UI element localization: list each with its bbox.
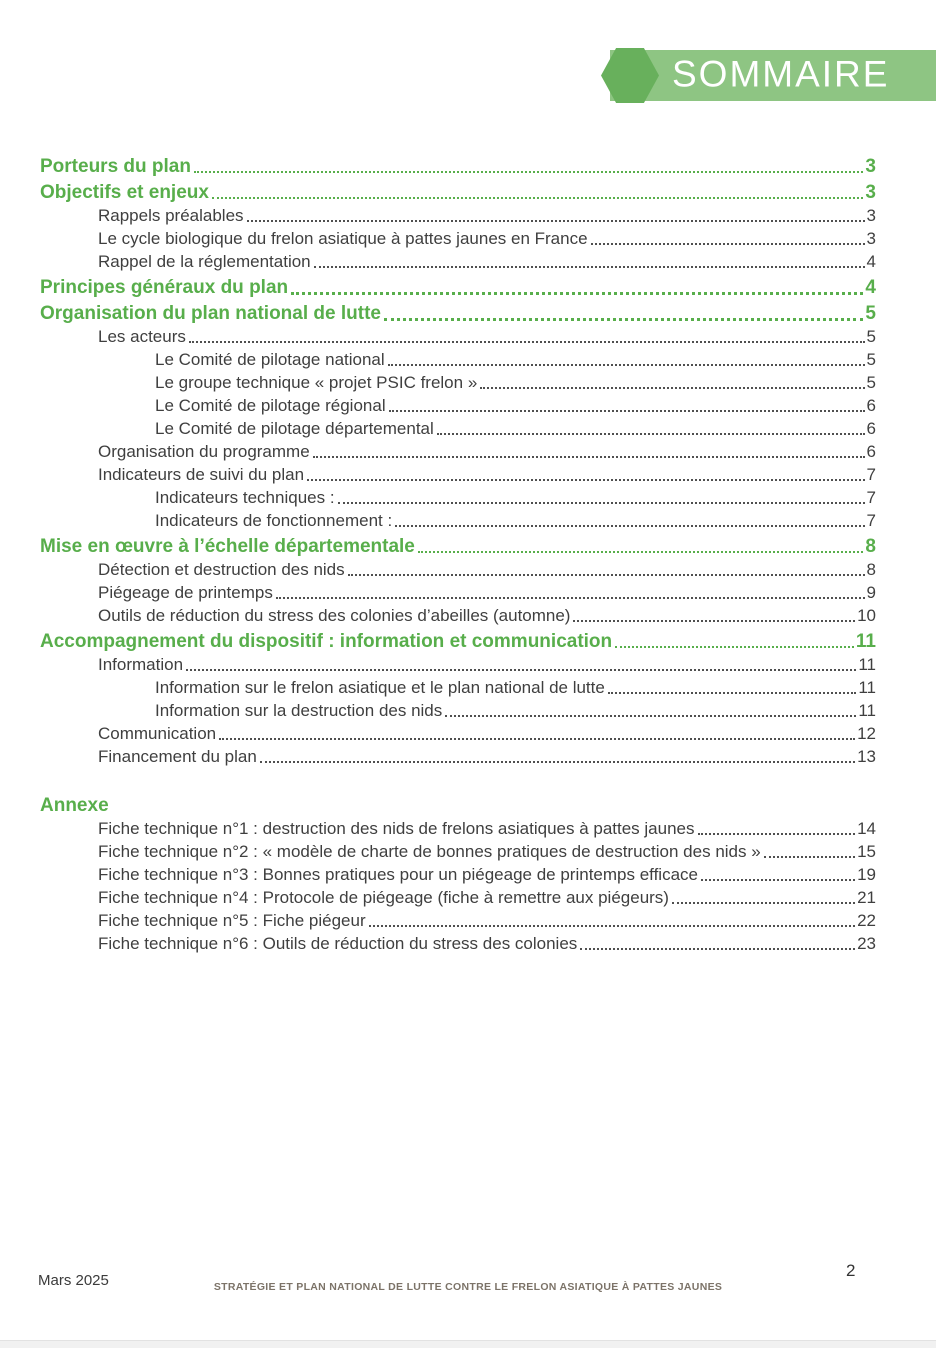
toc-entry-page: 5 [866, 350, 876, 369]
toc-entry[interactable] [40, 250, 876, 273]
toc-entry-page: 14 [857, 819, 876, 838]
bottom-strip [0, 1340, 936, 1348]
toc-entry-label: Détection et destruction des nids [98, 560, 345, 579]
annexe-list [40, 817, 876, 955]
toc-entry-label: Communication [98, 724, 217, 743]
dot-leader [369, 925, 855, 927]
toc-entry-label: Fiche technique n°1 : destruction des nids de frelons asiatiques à pattes jaunes [98, 819, 695, 838]
dot-leader [186, 669, 856, 671]
toc-entry-page: 11 [858, 678, 876, 697]
toc-entry-label: Information sur la destruction des nids [155, 701, 443, 720]
toc-entry[interactable] [40, 604, 876, 627]
toc-entry-label: Information sur le frelon asiatique et le plan national de lutte [155, 678, 605, 697]
toc-entry-page: 4 [866, 252, 876, 271]
toc-entry-label: Le groupe technique « projet PSIC frelon » [155, 373, 478, 392]
dot-leader [418, 551, 864, 553]
dot-leader [384, 318, 863, 321]
toc-entry[interactable] [40, 558, 876, 581]
toc-entry-page: 11 [858, 701, 876, 720]
dot-leader [313, 456, 865, 458]
toc-entry[interactable] [40, 676, 876, 699]
toc-entry[interactable] [40, 394, 876, 417]
dot-leader [437, 433, 865, 435]
toc-entry-page: 9 [866, 583, 876, 602]
toc-entry[interactable] [40, 227, 876, 250]
dot-leader [698, 833, 856, 835]
dot-leader [591, 243, 865, 245]
toc-entry-page: 19 [857, 865, 876, 884]
toc-entry[interactable] [40, 509, 876, 532]
toc-entry-label: Mise en œuvre à l’échelle départementale [40, 536, 415, 557]
toc-entry[interactable] [40, 653, 876, 676]
toc-entry-label: Fiche technique n°4 : Protocole de piégeage (fiche à remettre aux piégeurs) [98, 888, 669, 907]
toc-entry[interactable] [40, 630, 876, 653]
toc-entry[interactable] [40, 348, 876, 371]
toc-entry-page: 10 [857, 606, 876, 625]
dot-leader [388, 364, 865, 366]
dot-leader [212, 197, 863, 199]
toc-entry-page: 8 [866, 560, 876, 579]
dot-leader [260, 761, 855, 763]
dot-leader [445, 715, 856, 717]
toc-entry-page: 7 [866, 465, 876, 484]
dot-leader [701, 879, 855, 881]
toc-entry-label: Les acteurs [98, 327, 186, 346]
dot-leader [480, 387, 864, 389]
toc-entry[interactable] [40, 181, 876, 204]
annexe-title: Annexe [40, 795, 109, 816]
footer-date: Mars 2025 [38, 1272, 109, 1289]
toc-entry-page: 11 [855, 631, 876, 652]
toc-entry-page: 11 [858, 655, 876, 674]
toc-entry-page: 6 [866, 396, 876, 415]
toc-entry[interactable] [40, 932, 876, 955]
dot-leader [219, 738, 855, 740]
toc-entry[interactable] [40, 863, 876, 886]
toc-entry-page: 6 [866, 419, 876, 438]
toc-entry-label: Fiche technique n°5 : Fiche piégeur [98, 911, 366, 930]
toc-entry-label: Indicateurs de fonctionnement : [155, 511, 393, 530]
sommaire-banner [610, 50, 936, 101]
dot-leader [608, 692, 857, 694]
toc-entry-label: Organisation du plan national de lutte [40, 303, 381, 324]
toc-entry[interactable] [40, 417, 876, 440]
toc-entry-label: Rappel de la réglementation [98, 252, 311, 271]
dot-leader [314, 266, 865, 268]
dot-leader [189, 341, 865, 343]
toc-entry[interactable] [40, 325, 876, 348]
toc-entry[interactable] [40, 371, 876, 394]
toc-entry-page: 5 [865, 303, 876, 324]
toc-entry[interactable] [40, 840, 876, 863]
toc-entry-page: 3 [866, 229, 876, 248]
toc-entry-page: 6 [866, 442, 876, 461]
hexagon-icon [601, 48, 659, 103]
toc-entry-page: 15 [857, 842, 876, 861]
toc-entry-label: Fiche technique n°3 : Bonnes pratiques pour un piégeage de printemps efficace [98, 865, 698, 884]
toc-entry[interactable] [40, 155, 876, 178]
toc-entry-label: Indicateurs de suivi du plan [98, 465, 305, 484]
toc-entry[interactable] [40, 535, 876, 558]
dot-leader [389, 410, 865, 412]
toc-entry[interactable] [40, 699, 876, 722]
toc-entry-label: Organisation du programme [98, 442, 310, 461]
toc-entry[interactable] [40, 204, 876, 227]
dot-leader [276, 597, 865, 599]
toc-entry-label: Outils de réduction du stress des colonies d’abeilles (automne) [98, 606, 571, 625]
dot-leader [395, 525, 864, 527]
toc-entry[interactable] [40, 722, 876, 745]
banner-title: SOMMAIRE [672, 52, 890, 94]
dot-leader [764, 856, 855, 858]
toc-entry-label: Indicateurs techniques : [155, 488, 335, 507]
toc-entry-page: 3 [865, 182, 876, 203]
toc-entry-label: Principes généraux du plan [40, 277, 289, 298]
toc-entry[interactable] [40, 276, 876, 299]
toc-entry[interactable] [40, 302, 876, 325]
toc-entry-label: Le Comité de pilotage régional [155, 396, 386, 415]
toc-entry-page: 4 [865, 277, 876, 298]
toc-entry-page: 5 [866, 373, 876, 392]
toc-entry[interactable] [40, 909, 876, 932]
toc-entry-label: Fiche technique n°6 : Outils de réduction du stress des colonies [98, 934, 578, 953]
toc-entry-label: Accompagnement du dispositif : information et communication [40, 631, 613, 652]
toc-entry-label: Rappels préalables [98, 206, 244, 225]
dot-leader [194, 171, 863, 173]
toc-entry-page: 22 [857, 911, 876, 930]
toc-entry-page: 8 [865, 536, 876, 557]
toc-entry[interactable] [40, 745, 876, 768]
toc-entry-label: Fiche technique n°2 : « modèle de charte de bonnes pratiques de destruction des nids » [98, 842, 761, 861]
toc-entry[interactable] [40, 817, 876, 840]
toc-entry-label: Financement du plan [98, 747, 257, 766]
toc-entry-label: Objectifs et enjeux [40, 182, 209, 203]
toc-entry-label: Information [98, 655, 184, 674]
dot-leader [348, 574, 865, 576]
toc-entry[interactable] [40, 463, 876, 486]
toc-entry-label: Le Comité de pilotage national [155, 350, 385, 369]
toc-entry-label: Piégeage de printemps [98, 583, 273, 602]
toc-entry-label: Le cycle biologique du frelon asiatique à pattes jaunes en France [98, 229, 588, 248]
toc-entry-page: 12 [857, 724, 876, 743]
dot-leader [672, 902, 855, 904]
toc-list [40, 152, 876, 955]
toc-entry-page: 7 [866, 488, 876, 507]
toc-entry[interactable] [40, 886, 876, 909]
toc-entry-page: 7 [866, 511, 876, 530]
dot-leader [615, 646, 854, 648]
toc-entry-label: Le Comité de pilotage départemental [155, 419, 434, 438]
toc-entry[interactable] [40, 440, 876, 463]
toc-entry-page: 3 [866, 206, 876, 225]
toc-entry-page: 23 [857, 934, 876, 953]
toc-entry[interactable] [40, 581, 876, 604]
toc-entry-page: 13 [857, 747, 876, 766]
toc-entry-page: 3 [865, 156, 876, 177]
dot-leader [307, 479, 865, 481]
dot-leader [573, 620, 855, 622]
dot-leader [291, 292, 863, 295]
toc-entry[interactable] [40, 486, 876, 509]
toc-entry-page: 21 [857, 888, 876, 907]
footer-doc-title: STRATÉGIE ET PLAN NATIONAL DE LUTTE CONTRE LE FRELON ASIATIQUE À PATTES JAUNES [213, 1281, 723, 1293]
dot-leader [338, 502, 865, 504]
toc-entry-page: 5 [866, 327, 876, 346]
footer-page-number: 2 [846, 1261, 856, 1280]
dot-leader [580, 948, 855, 950]
dot-leader [247, 220, 865, 222]
toc-entry-label: Porteurs du plan [40, 156, 191, 177]
